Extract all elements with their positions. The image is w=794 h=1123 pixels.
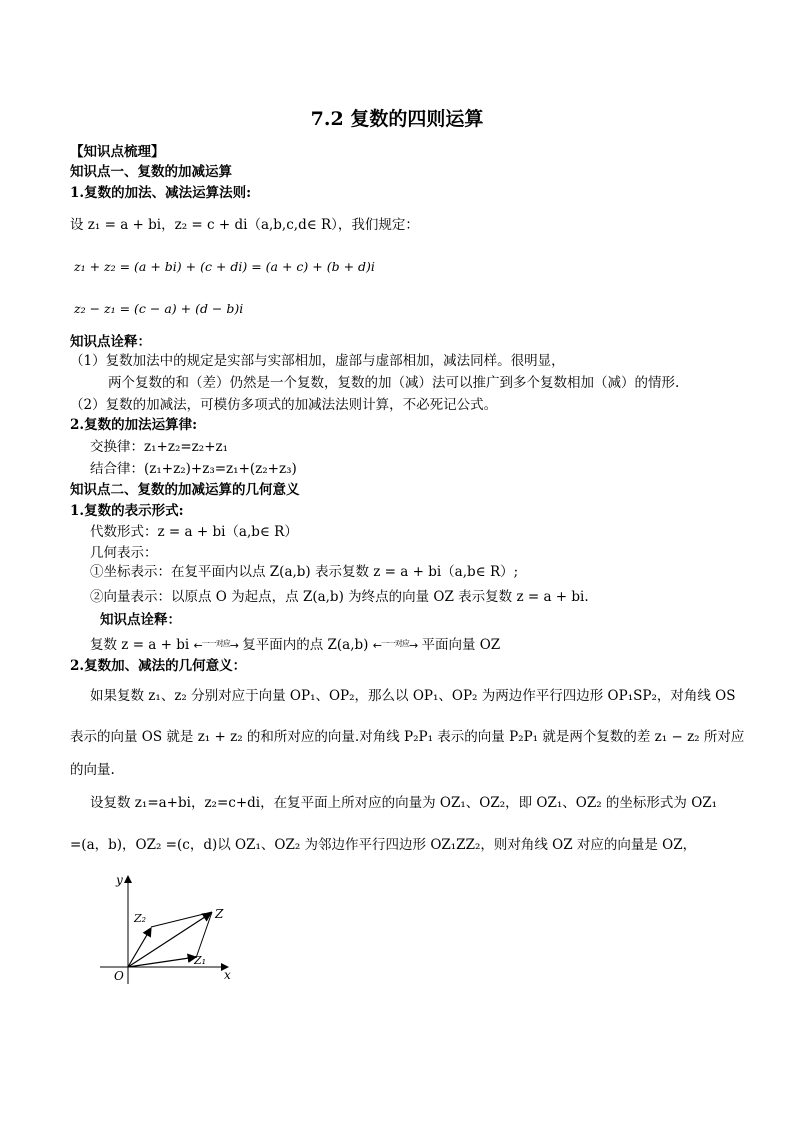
label-z2: Z₂ — [134, 912, 147, 925]
page-title: 7.2 复数的四则运算 — [310, 108, 484, 130]
correspondence-row — [90, 635, 500, 655]
vector-representation: ②向量表示：以原点 O 为起点，点 Z(a,b) 为终点的向量 OZ 表示复数 z = a + bi. — [90, 589, 589, 605]
side-z2-z — [151, 912, 212, 927]
paragraph2-line1: 设复数 z₁=a+bi，z₂=c+di，在复平面上所对应的向量为 OZ₁、OZ₂，即 OZ₁、OZ₂ 的坐标形式为 OZ₁ — [90, 795, 718, 811]
side-z1-z — [196, 912, 212, 958]
kp1-sub2: 2.复数的加法运算律: — [70, 417, 198, 433]
kp2-sub2: 2.复数加、减法的几何意义： — [70, 658, 247, 674]
one-to-one-arrow-icon-2: ←$^{一一对应}$→ — [372, 639, 418, 652]
kp1-note2: （2）复数的加减法，可模仿多项式的加减法法则计算，不必死记公式。 — [70, 397, 498, 413]
kp1-note1b: 两个复数的和（差）仍然是一个复数，复数的加（减）法可以推广到多个复数相加（减）的情形. — [108, 375, 680, 391]
label-o: O — [114, 969, 124, 983]
parallelogram-figure — [96, 868, 246, 988]
formula-add: z₁ + z₂ = (a + bi) + (c + di) = (a + c) + (b + d)i — [74, 259, 375, 274]
corr-point: 复平面内的点 Z(a,b) — [242, 637, 369, 653]
label-x: x — [224, 968, 231, 982]
corr-vector: 平面向量 OZ — [421, 637, 501, 653]
kp2-heading: 知识点二、复数的加减运算的几何意义 — [70, 482, 300, 498]
vector-oz1 — [128, 957, 196, 967]
paragraph1-line3: 的向量. — [70, 762, 115, 778]
corr-complex: 复数 z = a + bi — [90, 637, 190, 653]
vector-oz2 — [128, 928, 151, 967]
label-y: y — [116, 873, 123, 887]
kp2-sub1: 1.复数的表示形式: — [70, 503, 184, 519]
coordinate-representation: ①坐标表示：在复平面内以点 Z(a,b) 表示复数 z = a + bi（a,b∈ R）; — [90, 564, 519, 580]
kp1-note-heading: 知识点诠释： — [70, 334, 151, 350]
one-to-one-arrow-icon: ←$^{一一对应}$→ — [193, 639, 238, 652]
commutative-law: 交换律：z₁+z₂=z₂+z₁ — [90, 439, 229, 455]
paragraph1-line1: 如果复数 z₁、z₂ 分别对应于向量 OP₁、OP₂，那么以 OP₁、OP₂ 为两边作平行四边形 OP₁SP₂，对角线 OS — [90, 688, 736, 704]
kp2-note-heading: 知识点诠释： — [100, 612, 181, 628]
algebraic-form: 代数形式：z = a + bi（a,b∈ R） — [90, 524, 298, 540]
label-z: Z — [215, 907, 224, 921]
label-z1: Z₁ — [194, 954, 207, 967]
formula-sub: z₂ − z₁ = (c − a) + (d − b)i — [74, 301, 244, 316]
paragraph2-line2: =(a，b)，OZ₂ =(c，d)以 OZ₁、OZ₂ 为邻边作平行四边形 OZ₁ZZ₂，则对角线 OZ 对应的向量是 OZ， — [70, 837, 697, 853]
associative-law: 结合律：(z₁+z₂)+z₃=z₁+(z₂+z₃) — [90, 461, 297, 477]
section-header: 【知识点梳理】 — [70, 144, 165, 160]
kp1-heading: 知识点一、复数的加减运算 — [70, 164, 232, 180]
paragraph1-line2: 表示的向量 OS 就是 z₁ + z₂ 的和所对应的向量.对角线 P₂P₁ 表示的向量 P₂P₁ 就是两个复数的差 z₁ − z₂ 所对应 — [70, 729, 745, 745]
geometric-form: 几何表示： — [90, 545, 158, 561]
definition-line: 设 z₁ = a + bi，z₂ = c + di（a,b,c,d∈ R），我们规定： — [70, 217, 419, 233]
kp1-note1a: （1）复数加法中的规定是实部与实部相加，虚部与虚部相加，减法同样。很明显， — [70, 353, 565, 369]
kp1-sub1: 1.复数的加法、减法运算法则: — [70, 185, 252, 201]
